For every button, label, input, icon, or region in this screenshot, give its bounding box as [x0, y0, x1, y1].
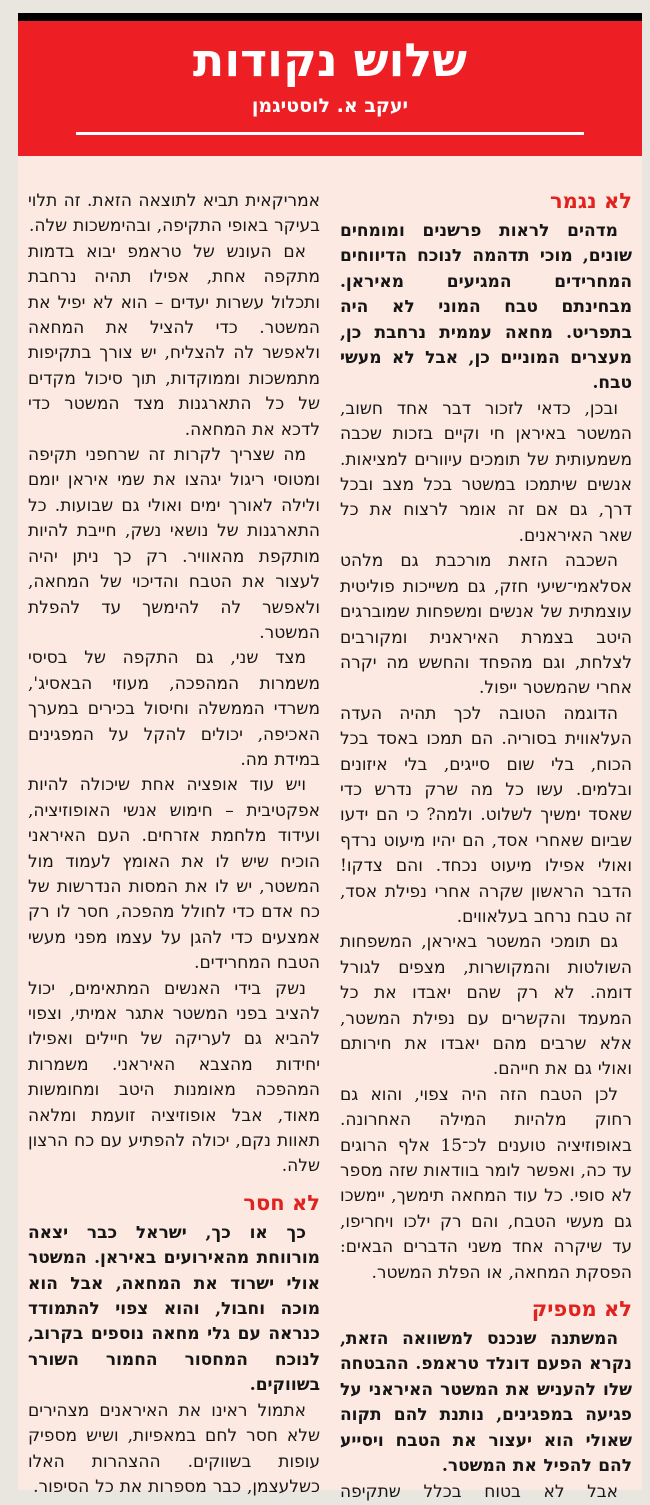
article-paragraph: אתמול ראינו את האיראנים מצהירים שלא חסר לחם במאפיות, ושיש מספיק עופות בשווקים. ההצהרות האלו כשלעצמן, כבר מספרות את כל הסיפור.	[28, 1400, 320, 1497]
section-heading: לא חסר	[243, 1190, 320, 1215]
article-paragraph: המשתנה שנכנס למשוואה הזאת, נקרא הפעם דונלד טראמפ. ההבטחה שלו להעניש את המשטר האיראני על פגיעה במפגינים, נותנת להם תקוה שאולי הוא יעצור את הטבח ויסייע להם להפיל את המשטר.	[340, 1329, 632, 1477]
section-heading: לא מספיק	[531, 1297, 632, 1322]
article-header-banner	[18, 13, 642, 156]
banner-top-black-bar	[18, 13, 642, 21]
article-paragraph: לכן הטבח הזה היה צפוי, והוא גם רחוק מלהיות המילה האחרונה. באופוזיציה טוענים לכ־15 אלף הרוגים עד כה, ואפשר לומר בוודאות שזה מספר לא סופי. כל עוד המחאה תימשך, יימשכו גם מעשי הטבח, והם רק ילכו ויחריפו, עד שיקרה אחד משני הדברים הבאים: הפסקת המחאה, או הפלת המשטר.	[340, 1084, 632, 1283]
article-paragraph: כך או כך, ישראל כבר יצאה מורווחת מהאירועים באיראן. המשטר אולי ישרוד את המחאה, אבל הוא מוכה וחבול, והוא צפוי להתמודד כנראה עם גלי מחאה נוספים בקרוב, לנוכח המחסור החמור השורר בשווקים.	[28, 1222, 320, 1396]
article-body	[18, 156, 642, 1502]
article-column-left	[28, 189, 320, 1497]
article-paragraph: ויש עוד אופציה אחת שיכולה להיות אפקטיבית – חימוש אנשי האופוזיציה, ועידוד מלחמת אזרחים. העם האיראני הוכיח שיש לו את האומץ לעמוד מול המשטר, יש לו את המסות הנדרשות של כח אדם כדי לחולל מהפכה, חסר לו רק אמצעים כדי להגן על עצמו מפני מעשי הטבח המחרידים.	[28, 775, 320, 974]
article-title: שלוש נקודות	[192, 33, 468, 87]
article-paragraph: הדוגמה הטובה לכך תהיה העדה העלאווית בסוריה. הם תמכו באסד בכל הכוח, בלי שום סייגים, בלי איזונים ובלמים. עשו כל מה שרק נדרש כדי שאסד ימשיך לשלוט. ולמה? כי הם ידעו שביום שאחרי אסד, הם יהיו מיעוט נרדף ואולי אפילו מיעוט נכחד. והם צדקו! הדבר הראשון שקרה אחרי נפילת אסד, זה טבח נרחב בעלאווים.	[340, 703, 632, 927]
banner-divider-rule	[76, 132, 584, 135]
article-paragraph: ובכן, כדאי לזכור דבר אחד חשוב, המשטר באיראן חי וקיים בזכות שכבה משמעותית של תומכים עיוורים למציאות. אנשים שיתמכו במשטר בכל מצב ובכל דרך, גם אם זה אומר לרצוח את כל שאר האיראנים.	[340, 398, 632, 546]
article-paragraph: מדהים לראות פרשנים ומומחים שונים, מוכי תדהמה לנוכח הדיווחים המחרידים המגיעים מאיראן. מבחינתם טבח המוני לא היה בתפריט. מחאה עממית נרחבת כן, מעצרים המוניים כן, אבל לא מעשי טבח.	[340, 221, 632, 394]
article-column-right	[340, 189, 632, 1502]
article-paragraph: אמריקאית תביא לתוצאה הזאת. זה תלוי בעיקר באופי התקיפה, ובהימשכות שלה.	[28, 191, 320, 237]
article-sheet	[18, 13, 642, 1502]
article-paragraph: אם העונש של טראמפ יבוא בדמות מתקפה אחת, אפילו תהיה נרחבת ותכלול עשרות יעדים – הוא לא יפיל את המשטר. כדי להציל את המחאה ולאפשר לה להצליח, יש צורך בתקיפות מתמשכות וממוקדות, תוך סיכול מקדים של כל התארגנות מצד המשטר כדי לדכא את המחאה.	[28, 241, 320, 440]
article-paragraph: מצד שני, גם התקפה של בסיסי משמרות המהפכה, מעוזי הבאסיג', משרדי הממשלה וחיסול בכירים במערך האכיפה, יכולים להקל על המפגינים במידת מה.	[28, 648, 320, 770]
article-paragraph: מה שצריך לקרות זה שרחפני תקיפה ומטוסי ריגול יגהצו את שמי איראן יומם ולילה לאורך ימים ואולי גם שבועות. כל התארגנות של נושאי נשק, חייבת להיות מותקפת מהאוויר. רק כך ניתן יהיה לעצור את הטבח והדיכוי של המחאה, ולאפשר לה להימשך עד להפלת המשטר.	[28, 445, 320, 643]
article-paragraph: נשק בידי האנשים המתאימים, יכול להציב בפני המשטר אתגר אמיתי, וצפוי להביא גם לעריקה של חיילים ואפילו יחידות מהצבא האיראני. משמרות המהפכה מאומנות היטב ומחומשות מאוד, אבל אופוזיציה זועמת ומלאה תאוות נקם, יכולה להפתיע עם כח הרצון שלה.	[28, 978, 320, 1177]
section-heading: לא נגמר	[549, 189, 632, 213]
article-paragraph: אבל לא בטוח בכלל שתקיפה	[340, 1481, 618, 1502]
article-paragraph: גם תומכי המשטר באיראן, המשפחות השולטות והמקושרות, מצפים לגורל דומה. לא רק שהם יאבדו את כל המעמד והקשרים עם נפילת המשטר, אלא שרבים מהם יאבדו את חירותם ואולי גם את חייהם.	[340, 932, 632, 1080]
article-byline: יעקב א. לוסטיגמן	[251, 95, 409, 117]
article-paragraph: השכבה הזאת מורכבת גם מלהט אסלאמי־שיעי חזק, גם משייכות פוליטית עוצמתית של אנשים ומשפחות שמוברגים היטב בצמרת האיראנית ומקורבים לצלחת, וגם מהפחד והחשש מה יקרה אחרי שהמשטר ייפול.	[340, 551, 632, 699]
